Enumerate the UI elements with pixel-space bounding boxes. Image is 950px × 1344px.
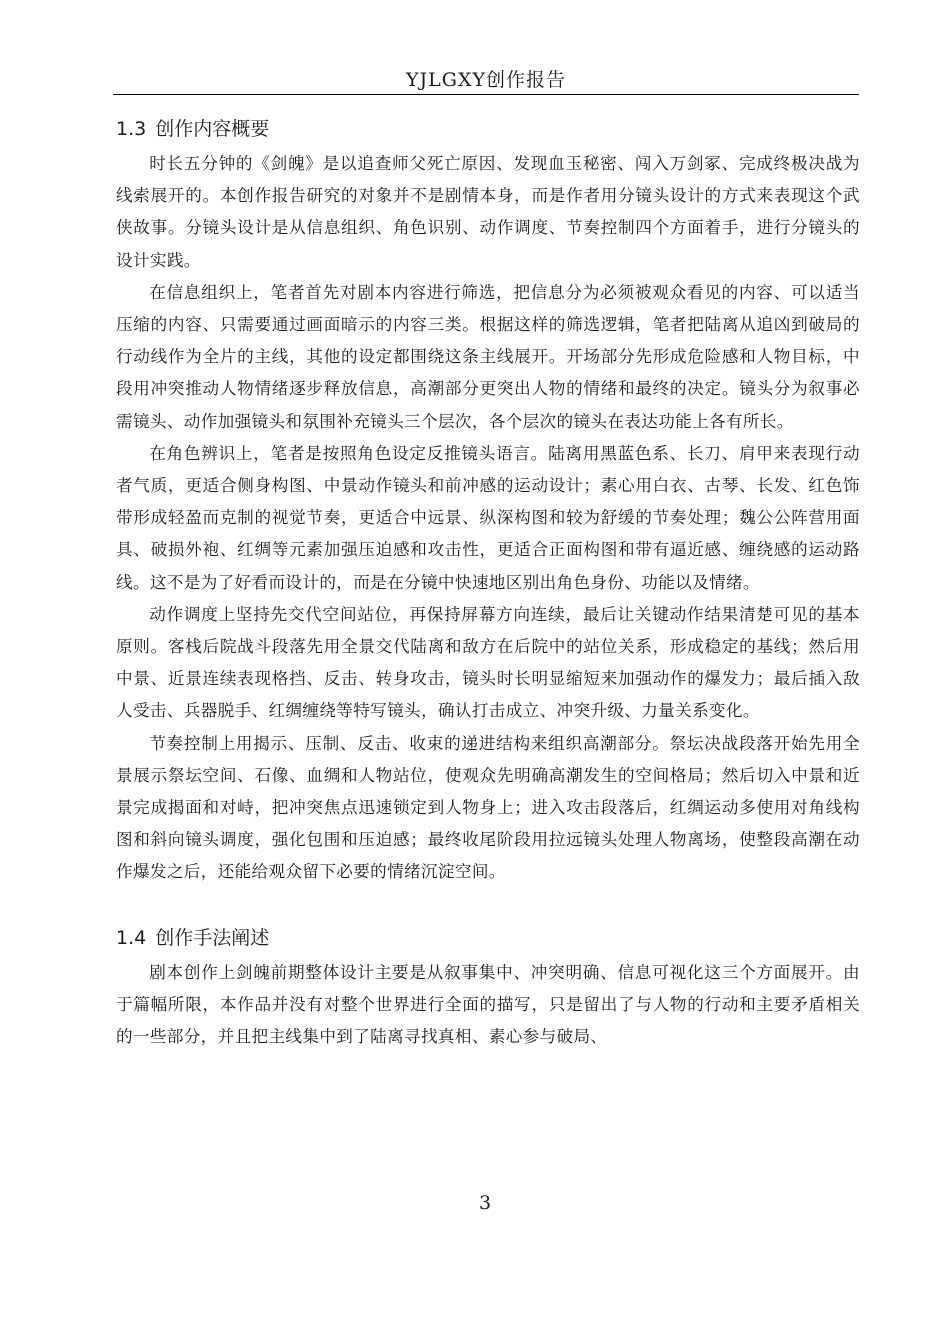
page-number: 3 xyxy=(478,1192,492,1214)
paragraph: 时长五分钟的《剑魄》是以追查师父死亡原因、发现血玉秘密、闯入万剑冢、完成终极决战为线索展开的。本创作报告研究的对象并不是剧情本身，而是作者用分镜头设计的方式来表现这个武侠故事。分镜头设计是从信息组织、角色识别、动作调度、节奏控制四个方面着手，进行分镜头的设计实践。 xyxy=(116,154,860,270)
paragraph: 剧本创作上剑魄前期整体设计主要是从叙事集中、冲突明确、信息可视化这三个方面展开。由于篇幅所限，本作品并没有对整个世界进行全面的描写，只是留出了与人物的行动和主要矛盾相关的一些部分，并且把主线集中到了陆离寻找真相、素心参与破局、 xyxy=(116,962,860,1047)
section-heading-1-3 xyxy=(116,110,860,148)
page-header: YJLGXY创作报告 xyxy=(113,66,859,95)
section-number: 1.4 xyxy=(116,926,147,949)
paragraph: 节奏控制上用揭示、压制、反击、收束的递进结构来组织高潮部分。祭坛决战段落开始先用全景展示祭坛空间、石像、血绸和人物站位，使观众先明确高潮发生的空间格局；然后切入中景和近景完成揭面和对峙，把冲突焦点迅速锁定到人物身上；进入攻击段落后，红绸运动多使用对角线构图和斜向镜头调度，强化包围和压迫感；最终收尾阶段用拉远镜头处理人物离场，使整段高潮在动作爆发之后，还能给观众留下必要的情绪沉淀空间。 xyxy=(116,733,860,882)
document-body xyxy=(116,110,860,1053)
paragraph: 在角色辨识上，笔者是按照角色设定反推镜头语言。陆离用黑蓝色系、长刀、肩甲来表现行动者气质，更适合侧身构图、中景动作镜头和前冲感的运动设计；素心用白衣、古琴、长发、红色饰带形成轻盈而克制的视觉节奏，更适合中远景、纵深构图和较为舒缓的节奏处理；魏公公阵营用面具、破损外袍、红绸等元素加强压迫感和攻击性，更适合正面构图和带有逼近感、缠绕感的运动路线。这不是为了好看而设计的，而是在分镜中快速地区别出角色身份、功能以及情绪。 xyxy=(116,443,860,592)
section-title: 创作手法阐述 xyxy=(155,926,270,949)
paragraph: 动作调度上坚持先交代空间站位，再保持屏幕方向连续，最后让关键动作结果清楚可见的基本原则。客栈后院战斗段落先用全景交代陆离和敌方在后院中的站位关系，形成稳定的基线；然后用中景、近景连续表现格挡、反击、转身攻击，镜头时长明显缩短来加强动作的爆发力；最后插入敌人受击、兵器脱手、红绸缠绕等特写镜头，确认打击成立、冲突升级、力量关系变化。 xyxy=(116,604,860,721)
section-number: 1.3 xyxy=(116,118,147,140)
section-title: 创作内容概要 xyxy=(155,118,270,140)
paragraph: 在信息组织上，笔者首先对剧本内容进行筛选，把信息分为必须被观众看见的内容、可以适当压缩的内容、只需要通过画面暗示的内容三类。根据这样的筛选逻辑，笔者把陆离从追凶到破局的行动线作为全片的主线，其他的设定都围绕这条主线展开。开场部分先形成危险感和人物目标，中段用冲突推动人物情绪逐步释放信息，高潮部分更突出人物的情绪和最终的决定。镜头分为叙事必需镜头、动作加强镜头和氛围补充镜头三个层次，各个层次的镜头在表达功能上各有所长。 xyxy=(116,282,860,431)
section-heading-1-4 xyxy=(116,919,860,957)
